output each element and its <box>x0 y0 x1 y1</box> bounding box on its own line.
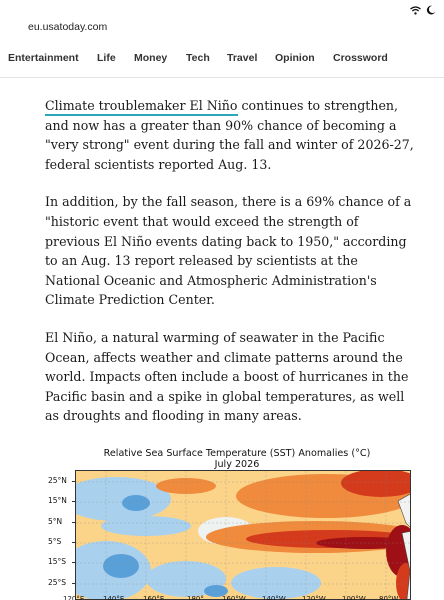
status-icons <box>410 5 436 15</box>
y-label-25s: 25°S <box>48 578 67 587</box>
x-label-160w: 160°W <box>222 595 246 600</box>
x-label-160e: 160°E <box>143 595 165 600</box>
x-label-80w: 80°W <box>379 595 399 600</box>
nav-item-life[interactable]: Life <box>97 52 116 64</box>
nav-item-opinion[interactable]: Opinion <box>275 52 315 64</box>
el-nino-link[interactable]: Climate troublemaker El Niño <box>45 98 238 116</box>
figure-title-line-1: Relative Sea Surface Temperature (SST) Anomalies (°C) <box>103 448 371 459</box>
x-label-120w: 120°W <box>302 595 326 600</box>
article-body <box>45 96 415 444</box>
nav-item-travel[interactable]: Travel <box>227 52 258 64</box>
x-label-100w: 100°W <box>342 595 366 600</box>
x-label-140w: 140°W <box>262 595 286 600</box>
browser-top-bar <box>0 0 444 38</box>
y-label-15s: 15°S <box>48 557 67 566</box>
x-label-120e: 120°E <box>63 595 85 600</box>
wifi-icon <box>410 6 421 15</box>
figure-title <box>97 448 377 470</box>
x-label-180: 180° <box>187 595 204 600</box>
paragraph-1-text: continues to strengthen, and now has a greater than 90% chance of becoming a "very strong" event during the fall and winter of 2026-27, federal scientists reported Aug. 13. <box>45 98 414 172</box>
y-label-15n: 15°N <box>48 496 67 505</box>
nav-item-money[interactable]: Money <box>134 52 168 64</box>
y-label-25n: 25°N <box>48 476 67 485</box>
y-label-5s: 5°S <box>48 537 62 546</box>
sst-cold-region <box>103 554 139 578</box>
sst-heatmap <box>76 471 411 600</box>
site-nav <box>0 38 444 78</box>
paragraph-2: In addition, by the fall season, there is a 69% chance of a "historic event that would exceed the strength of previous El Niño events dating back to 1950," according to an Aug. 13 report released by scientists at the National Oceanic and Atmospheric Administration's Climate Prediction Center. <box>45 194 412 308</box>
sst-anomaly-figure <box>45 445 425 600</box>
paragraph-3: El Niño, a natural warming of seawater in the Pacific Ocean, affects weather and climate patterns around the world. Impacts often include a boost of hurricanes in the Pacific basin and a spike in global temperatures, as well as droughts and flooding in many areas. <box>45 329 409 424</box>
sst-cold-region <box>122 495 150 511</box>
y-label-5n: 5°N <box>48 517 63 526</box>
x-label-140e: 140°E <box>103 595 125 600</box>
url-display[interactable]: eu.usatoday.com <box>28 21 108 33</box>
sst-map-plot <box>75 470 411 600</box>
nav-item-entertainment[interactable]: Entertainment <box>8 52 79 64</box>
figure-title-line-2: July 2026 <box>214 459 260 470</box>
nav-item-crossword[interactable]: Crossword <box>333 52 388 64</box>
paragraph-1 <box>45 96 415 174</box>
moon-icon <box>426 5 436 15</box>
nav-item-tech[interactable]: Tech <box>186 52 210 64</box>
